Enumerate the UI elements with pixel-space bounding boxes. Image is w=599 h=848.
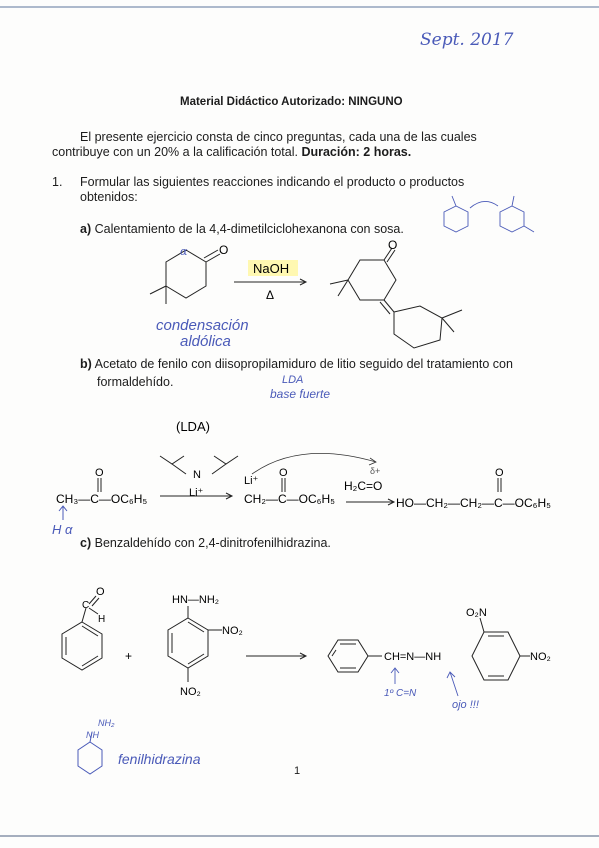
plus-sign: +: [125, 649, 133, 663]
dnph-ring: [168, 618, 208, 668]
product-methyl-3: [442, 310, 462, 318]
sketch-nh: NH: [86, 730, 99, 740]
product-benzene-ring: [328, 640, 368, 672]
reagent-naoh: NaOH: [253, 261, 290, 276]
intro-line-1: El presente ejercicio consta de cinco preguntas, cada una de las cuales: [80, 130, 477, 144]
page-number: 1: [294, 765, 301, 777]
exo-double-bond: [384, 300, 394, 312]
h-alpha-note: H α: [52, 522, 73, 537]
reactant-formula: CH₃—C—OC₆H₅: [56, 492, 148, 506]
condition-delta: Δ: [266, 288, 275, 302]
benzaldehyde-ring: [62, 622, 102, 670]
page-title: Material Didáctico Autorizado: NINGUNO: [180, 96, 403, 108]
note-aldolica: aldólica: [180, 333, 231, 350]
question-number: 1.: [52, 175, 63, 189]
handwritten-date: Sept. 2017: [420, 30, 514, 50]
subquestion-a-label: a): [80, 222, 92, 236]
formaldehyde: H₂C=O: [344, 479, 383, 493]
note-ojo: ojo !!!: [452, 699, 479, 711]
enolate-li: Li⁺: [244, 475, 259, 487]
lda-n: N: [193, 469, 201, 481]
hydrazine-label: HN—NH₂: [172, 594, 220, 606]
subquestion-b-line-2: formaldehído.: [97, 375, 174, 389]
reactant-o: O: [95, 467, 104, 479]
note-cn: 1º C=N: [384, 688, 417, 699]
question-text-line-2: obtenidos:: [80, 190, 138, 204]
lda-isopropyl-right: [214, 456, 238, 464]
note-lda: LDA: [282, 374, 304, 386]
product-ring-2: [394, 306, 442, 348]
lda-li: Li⁺: [189, 487, 204, 499]
enolate-formula: CH₂—C—OC₆H₅: [244, 492, 335, 506]
no2-ortho: NO₂: [222, 625, 243, 637]
product-ring-1: [348, 260, 396, 300]
aldehyde-h: H: [98, 614, 106, 625]
alpha-mark: α: [180, 245, 188, 258]
product-no2: NO₂: [530, 651, 551, 663]
lda-isopropyl-left: [160, 456, 184, 464]
note-base-fuerte: base fuerte: [270, 387, 331, 401]
note-condensacion: condensación: [156, 317, 249, 334]
product-formula: HO—CH₂—CH₂—C—OC₆H₅: [396, 496, 551, 510]
product-o: O: [495, 467, 504, 479]
enolate-o: O: [279, 467, 288, 479]
methyl-bond-1: [150, 286, 166, 294]
product-o2n: O₂N: [466, 607, 487, 619]
lda-label: (LDA): [176, 419, 210, 434]
question-text-line-1: Formular las siguientes reacciones indicando el producto o productos: [80, 175, 465, 189]
note-fenilhidrazina: fenilhidrazina: [118, 751, 201, 767]
no2-para: NO₂: [180, 686, 201, 698]
product-dnp-ring: [472, 632, 520, 680]
intro-line-2-text: contribuye con un 20% a la calificación total.: [52, 145, 302, 159]
product-o-label: O: [388, 238, 398, 252]
subquestion-a-text: Calentamiento de la 4,4-dimetilciclohexanona con sosa.: [94, 222, 404, 236]
delta-plus-note: δ+: [370, 466, 381, 476]
subquestion-c-label: c): [80, 536, 92, 550]
sketch-nh2: NH₂: [98, 718, 115, 728]
product-chain: CH=N—NH: [384, 651, 442, 663]
subquestion-b-text: Acetato de fenilo con diisopropilamiduro de litio seguido del tratamiento con: [94, 357, 513, 371]
aldehyde-c: C: [82, 600, 90, 611]
duration-text: Duración: 2 horas.: [301, 145, 412, 159]
subquestion-b-label: b): [80, 357, 92, 371]
product-methyl-4: [442, 318, 454, 332]
subquestion-c-text: Benzaldehído con 2,4-dinitrofenilhidrazina.: [94, 536, 331, 550]
carbonyl-o-label: O: [219, 243, 229, 257]
aldehyde-o: O: [96, 586, 105, 598]
